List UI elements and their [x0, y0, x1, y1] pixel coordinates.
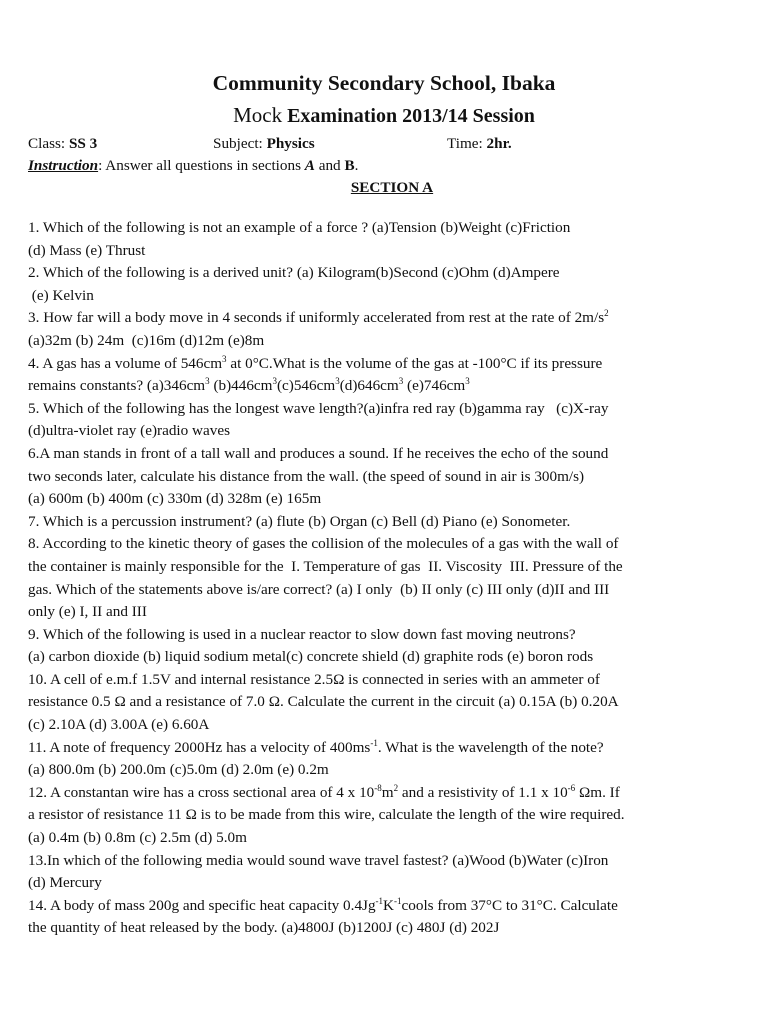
question-11-text: 11. A note of frequency 2000Hz has a velocity of 400ms [28, 738, 371, 756]
superscript: 3 [335, 376, 340, 387]
question-3-line-2: (a)32m (b) 24m (c)16m (d)12m (e)8m [28, 331, 265, 349]
question-5-line-2: (d)ultra-violet ray (e)radio waves [28, 422, 230, 440]
question-12-line-1 [28, 782, 740, 805]
class-value: SS 3 [68, 135, 98, 152]
superscript: 3 [272, 376, 277, 387]
instruction-text: : Answer all questions in sections [98, 157, 305, 174]
section-a-ref: A [304, 157, 315, 174]
class-info [28, 133, 97, 155]
time-info [447, 133, 512, 155]
instruction-label: Instruction [28, 157, 99, 174]
time-value: 2hr. [486, 135, 512, 152]
question-6-line-2: two seconds later, calculate his distance from the wall. (the speed of sound in air is 300m/s) [28, 467, 585, 485]
question-4-text: (b)446cm [209, 377, 273, 395]
superscript: 3 [398, 376, 404, 387]
exam-meta-row [28, 133, 740, 155]
question-3-text: 3. How far will a body move in 4 seconds if uniformly accelerated from rest at the rate of 2m/s [28, 309, 605, 327]
mock-word: Mock [233, 103, 283, 127]
question-14-line-1 [28, 895, 740, 918]
question-12-text: and a resistivity of 1.1 x 10 [398, 783, 568, 801]
time-label: Time: [447, 135, 483, 152]
question-11-line-2: (a) 800.0m (b) 200.0m (c)5.0m (d) 2.0m (e) 0.2m [28, 761, 329, 779]
question-12-text: m [381, 783, 394, 801]
question-10-line-2: resistance 0.5 Ω and a resistance of 7.0 Ω. Calculate the current in the circuit (a) 0.15A (b) 0.20A [28, 693, 619, 711]
question-4-text: 4. A gas has a volume of 546cm [28, 354, 223, 372]
question-9-line-1: 9. Which of the following is used in a nuclear reactor to slow down fast moving neutrons? [28, 625, 576, 643]
question-11-text: . What is the wavelength of the note? [377, 738, 604, 756]
question-8-line-1: 8. According to the kinetic theory of gases the collision of the molecules of a gas with the wall of [28, 535, 619, 553]
school-name: Community Secondary School, Ibaka [212, 71, 556, 95]
section-b-ref: B [344, 157, 355, 174]
question-8-line-4: only (e) I, II and III [28, 603, 147, 621]
superscript: -1 [370, 737, 378, 748]
instruction-end: . [354, 157, 359, 174]
superscript: -1 [394, 895, 402, 906]
question-4-text: (e)746cm [403, 377, 466, 395]
superscript: -1 [375, 895, 384, 906]
question-8-line-2: the container is mainly responsible for the I. Temperature of gas II. Viscosity III. Pressure of the [28, 557, 623, 575]
class-label: Class: [28, 135, 66, 152]
question-6-line-1: 6.A man stands in front of a tall wall and produces a sound. If he receives the echo of the sound [28, 444, 609, 462]
exam-title [28, 100, 740, 131]
question-14-text: cools from 37°C to 31°C. Calculate [401, 896, 618, 914]
question-10-line-1: 10. A cell of e.m.f 1.5V and internal resistance 2.5Ω is connected in series with an ammeter of [28, 670, 600, 688]
question-12-line-3: (a) 0.4m (b) 0.8m (c) 2.5m (d) 5.0m [28, 829, 247, 847]
superscript: 2 [393, 782, 399, 793]
question-12-text: 12. A constantan wire has a cross sectional area of 4 x 10 [28, 783, 375, 801]
superscript: 3 [205, 376, 210, 387]
question-4-text: remains constants? (a)346cm [28, 377, 206, 395]
question-2-line-1: 2. Which of the following is a derived unit? (a) Kilogram(b)Second (c)Ohm (d)Ampere [28, 264, 560, 282]
question-13-line-1: 13.In which of the following media would sound wave travel fastest? (a)Wood (b)Water (c)Iron [28, 851, 609, 869]
question-13-line-2: (d) Mercury [28, 874, 102, 892]
question-4-text: (c)546cm [276, 377, 336, 395]
question-5-line-1: 5. Which of the following has the longest wave length?(a)infra red ray (b)gamma ray (c)X-ray [28, 399, 609, 417]
question-12-line-2: a resistor of resistance 11 Ω is to be made from this wire, calculate the length of the wire required. [28, 806, 625, 824]
question-14-line-2: the quantity of heat released by the body. (a)4800J (b)1200J (c) 480J (d) 202J [28, 919, 500, 937]
question-4-line-2 [28, 375, 740, 398]
question-2-line-2: (e) Kelvin [28, 286, 94, 304]
subject-value: Physics [266, 135, 315, 152]
question-10-line-3: (c) 2.10A (d) 3.00A (e) 6.60A [28, 716, 210, 734]
subject-label: Subject: [213, 135, 263, 152]
question-4-text: at 0°C.What is the volume of the gas at -100°C if its pressure [226, 354, 603, 372]
question-list [28, 217, 740, 940]
instruction-and: and [314, 157, 345, 174]
question-9-line-2: (a) carbon dioxide (b) liquid sodium metal(c) concrete shield (d) graphite rods (e) boron rods [28, 648, 594, 666]
superscript: 3 [222, 353, 227, 364]
superscript: -8 [374, 782, 382, 793]
question-14-text: K [383, 896, 395, 914]
question-14-text: 14. A body of mass 200g and specific heat capacity 0.4Jg [28, 896, 376, 914]
question-1-line-2: (d) Mass (e) Thrust [28, 241, 146, 259]
instruction-line [28, 155, 740, 177]
superscript: -6 [567, 782, 576, 793]
question-7-line-1: 7. Which is a percussion instrument? (a) flute (b) Organ (c) Bell (d) Piano (e) Sonometer. [28, 512, 571, 530]
subject-info [213, 133, 315, 155]
superscript: 3 [465, 376, 470, 387]
exam-session: Examination 2013/14 Session [287, 105, 535, 127]
question-4-line-1 [28, 353, 740, 376]
question-6-line-3: (a) 600m (b) 400m (c) 330m (d) 328m (e) 165m [28, 490, 322, 508]
question-4-text: (d)646cm [339, 377, 399, 395]
question-11-line-1 [28, 737, 740, 760]
question-8-line-3: gas. Which of the statements above is/are correct? (a) I only (b) II only (c) III only (d)II and III [28, 580, 610, 598]
section-title: SECTION A [350, 179, 434, 196]
question-12-text: Ωm. If [575, 783, 620, 801]
question-1-line-1: 1. Which of the following is not an example of a force ? (a)Tension (b)Weight (c)Friction [28, 219, 571, 236]
question-3-line-1 [28, 307, 740, 330]
superscript: 2 [604, 308, 609, 319]
